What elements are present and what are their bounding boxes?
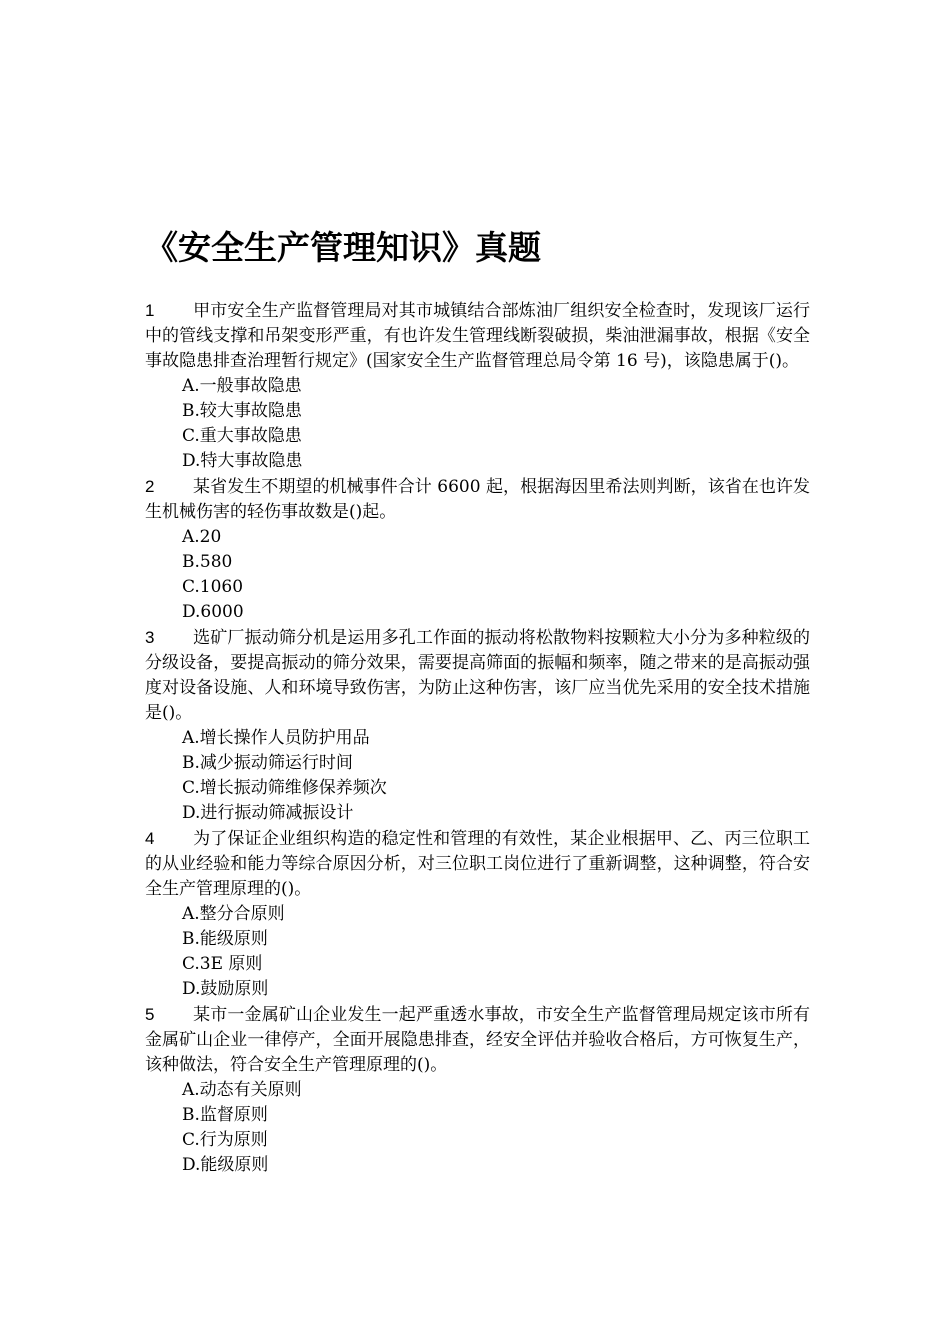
question-number: 4 [145, 829, 155, 848]
option-b: B.减少振动筛运行时间 [182, 753, 353, 773]
option-list [145, 374, 810, 474]
question-5 [145, 1002, 810, 1178]
option-b: B.监督原则 [182, 1105, 268, 1125]
option-b: B.较大事故隐患 [182, 401, 302, 421]
option-a: A.增长操作人员防护用品 [182, 728, 370, 748]
option-b: B.580 [182, 552, 233, 572]
question-number: 2 [145, 477, 155, 496]
question-text [145, 474, 810, 525]
option-c: C.行为原则 [182, 1130, 268, 1150]
question-number: 5 [145, 1005, 155, 1024]
option-a: A.一般事故隐患 [182, 376, 302, 396]
question-stem: 为了保证企业组织构造的稳定性和管理的有效性，某企业根据甲、乙、丙三位职工的从业经验和能力等综合原因分析，对三位职工岗位进行了重新调整，这种调整，符合安全生产管理原理的()。 [145, 829, 810, 899]
option-c: C.1060 [182, 577, 244, 597]
question-4 [145, 826, 810, 1002]
question-stem: 某市一金属矿山企业发生一起严重透水事故，市安全生产监督管理局规定该市所有金属矿山企业一律停产，全面开展隐患排查，经安全评估并验收合格后，方可恢复生产，该种做法，符合安全生产管理原理的()。 [145, 1005, 810, 1075]
option-list [145, 1078, 810, 1178]
option-c: C.重大事故隐患 [182, 426, 302, 446]
option-d: D.6000 [182, 602, 244, 622]
option-b: B.能级原则 [182, 929, 268, 949]
question-text [145, 826, 810, 902]
option-d: D.特大事故隐患 [182, 451, 303, 471]
option-list [145, 902, 810, 1002]
question-text [145, 625, 810, 726]
option-d: D.能级原则 [182, 1155, 269, 1175]
question-2 [145, 474, 810, 625]
question-number: 1 [145, 301, 155, 320]
option-a: A.整分合原则 [182, 904, 285, 924]
document-title: 《安全生产管理知识》真题 [145, 228, 541, 267]
option-a: A.动态有关原则 [182, 1080, 302, 1100]
question-list [145, 298, 810, 1178]
question-text [145, 1002, 810, 1078]
option-d: D.进行振动筛减振设计 [182, 803, 354, 823]
question-stem: 甲市安全生产监督管理局对其市城镇结合部炼油厂组织安全检查时，发现该厂运行中的管线支撑和吊架变形严重，有也许发生管理线断裂破损，柴油泄漏事故，根据《安全事故隐患排查治理暂行规定》(国家安全生产监督管理总局令第 16 号)，该隐患属于()。 [145, 301, 810, 371]
option-list [145, 525, 810, 625]
question-3 [145, 625, 810, 826]
option-a: A.20 [182, 527, 222, 547]
question-stem: 选矿厂振动筛分机是运用多孔工作面的振动将松散物料按颗粒大小分为多种粒级的分级设备，要提高振动的筛分效果，需要提高筛面的振幅和频率，随之带来的是高振动强度对设备设施、人和环境导致伤害，为防止这种伤害，该厂应当优先采用的安全技术措施是()。 [145, 628, 810, 723]
question-stem: 某省发生不期望的机械事件合计 6600 起，根据海因里希法则判断，该省在也许发生机械伤害的轻伤事故数是()起。 [145, 477, 810, 522]
option-c: C.增长振动筛维修保养频次 [182, 778, 387, 798]
option-d: D.鼓励原则 [182, 979, 269, 999]
question-number: 3 [145, 628, 155, 647]
question-text [145, 298, 810, 374]
option-list [145, 726, 810, 826]
question-1 [145, 298, 810, 474]
option-c: C.3E 原则 [182, 954, 263, 974]
